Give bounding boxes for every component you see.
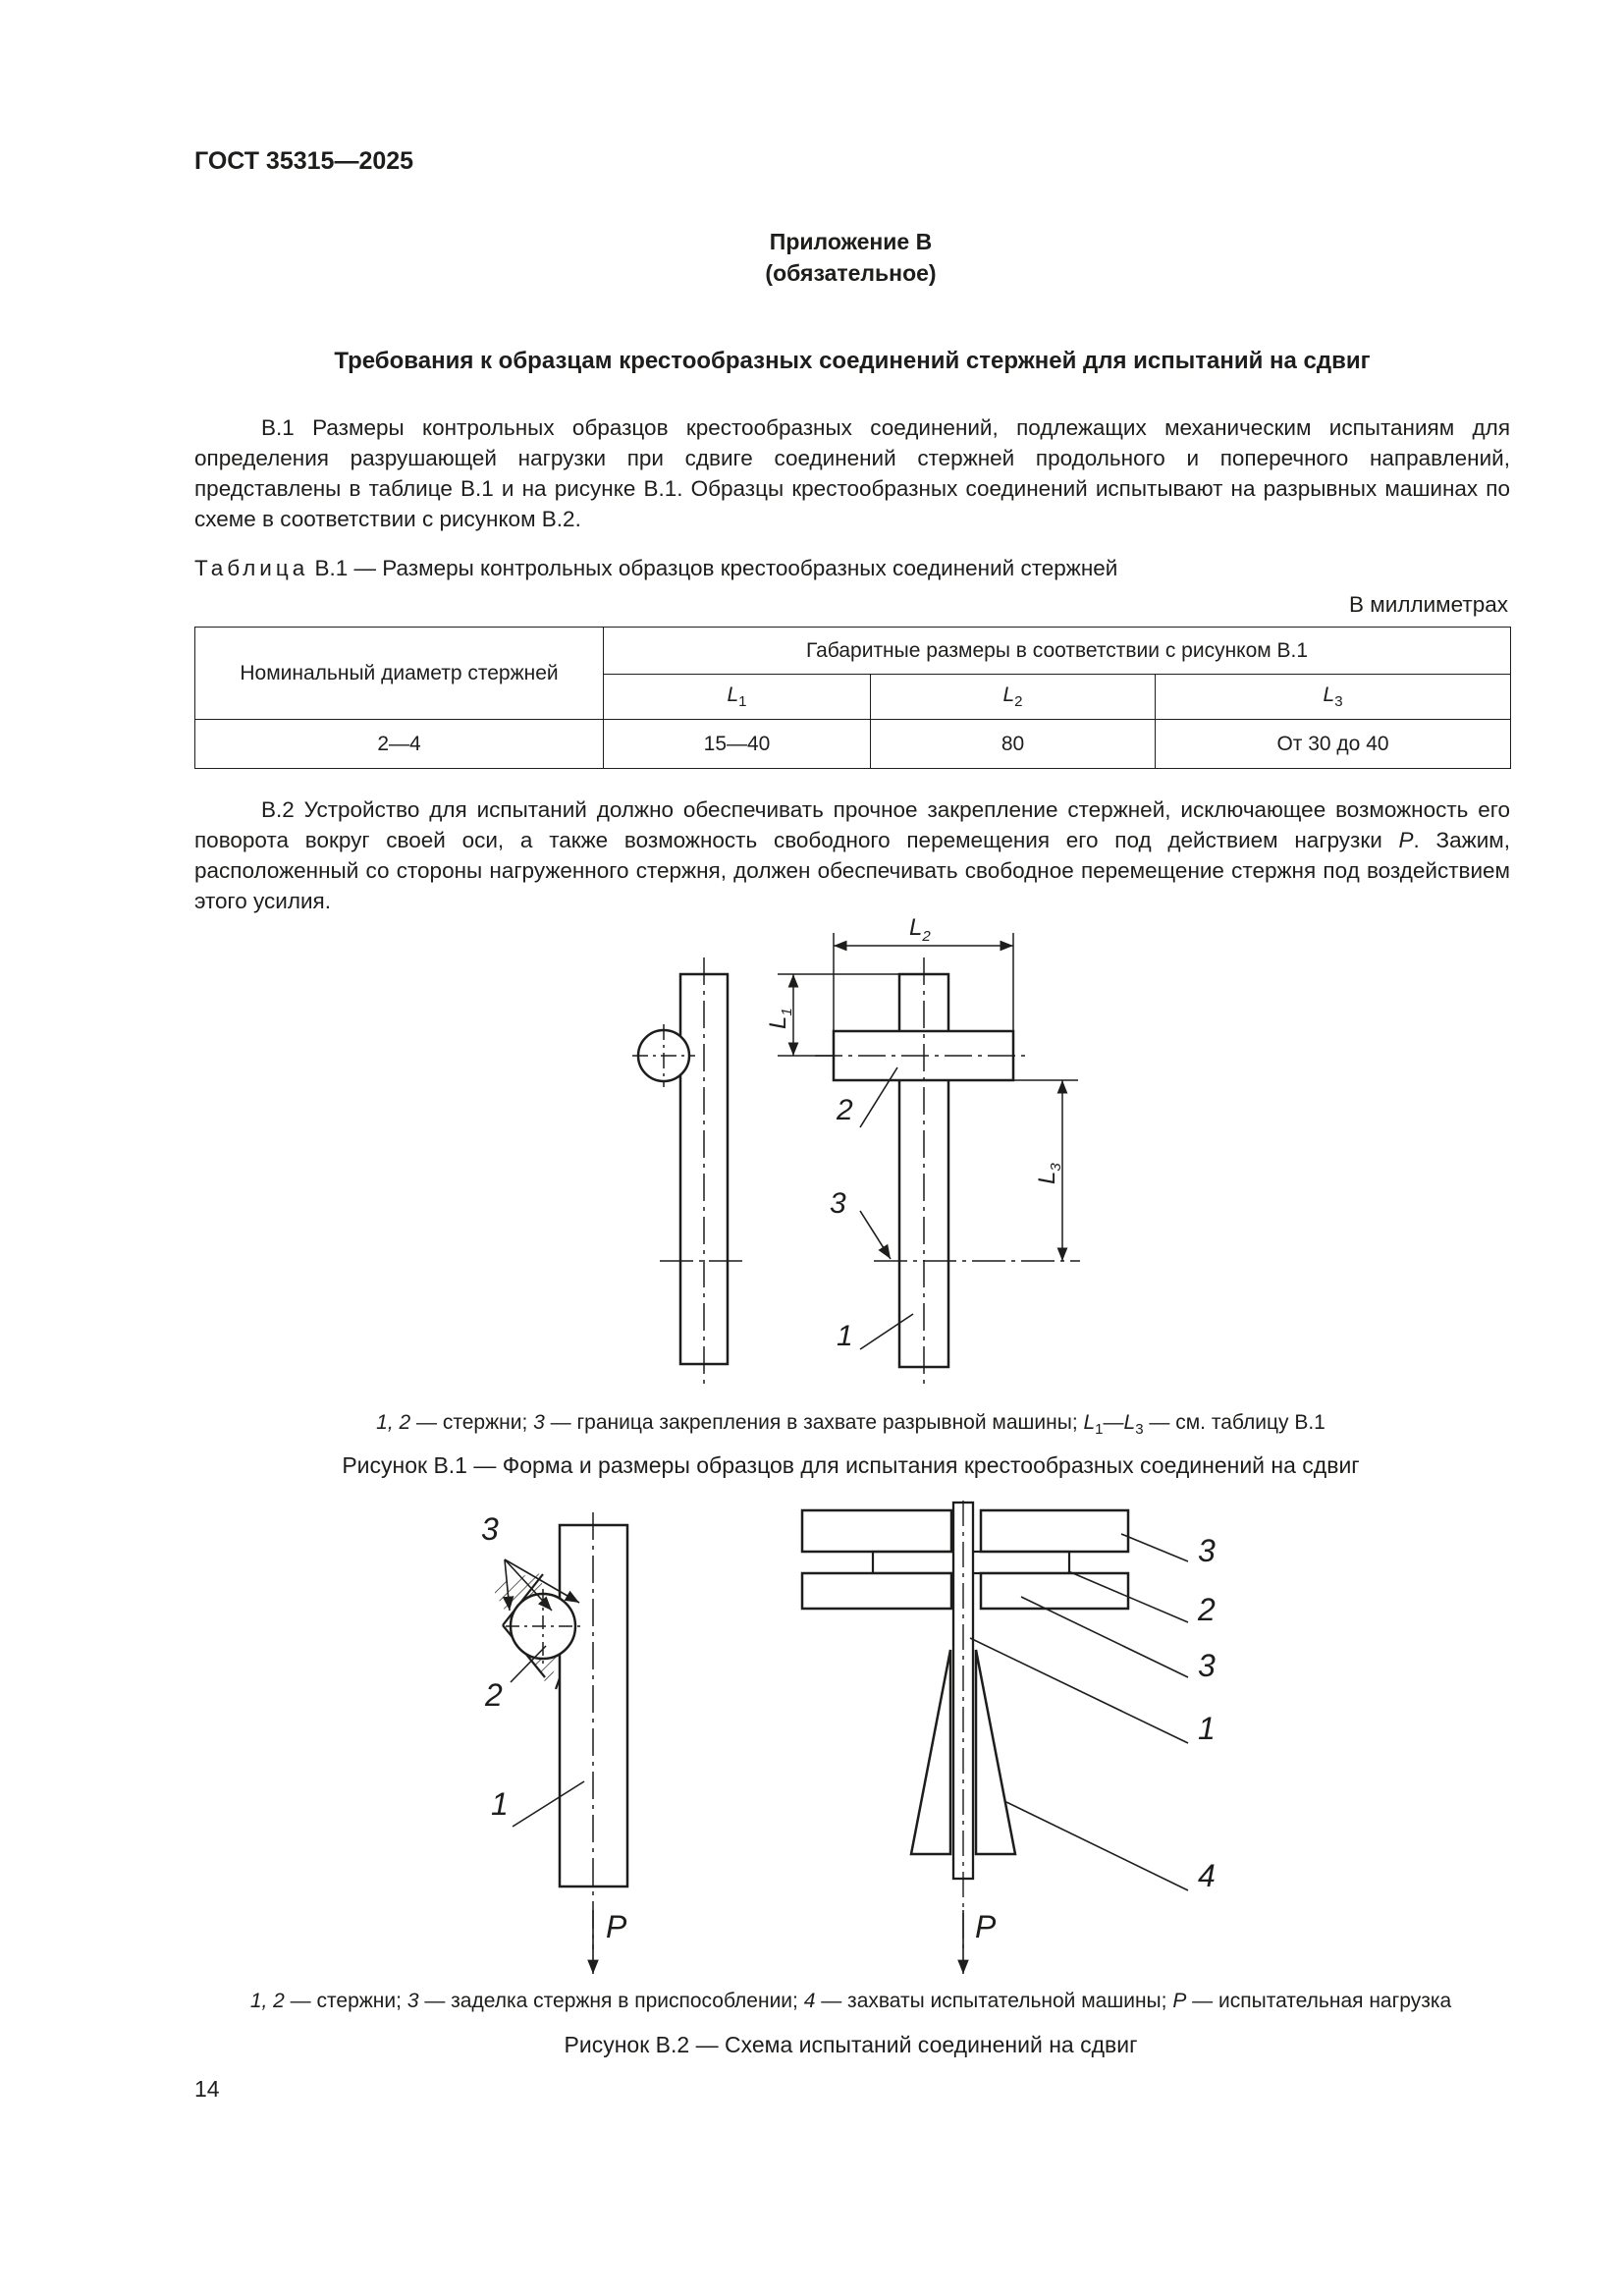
- fig1-leader-3: [860, 1211, 891, 1259]
- appendix-heading: Требования к образцам крестообразных соединений стержней для испытаний на сдвиг: [334, 348, 1371, 374]
- appendix-status: (обязательное): [765, 260, 937, 286]
- table-header-l3: $L_3$: [1156, 675, 1511, 720]
- fig2-left-label-2: 2: [485, 1677, 503, 1713]
- fig1-label-l2: $L_2$: [909, 914, 931, 945]
- fig2-plate-top-left: [802, 1510, 951, 1552]
- paragraph-b2: В.2 Устройство для испытаний должно обеспечивать прочное закрепление стержней, исключающее возможность его поворота вокруг своей оси, а также возможность свободного перемещения его под действием нагрузки P. Зажим, расположенный со стороны нагруженного стержня, должен обеспечивать свободное перемещение стержня под воздействием этого усилия.: [194, 797, 1510, 913]
- fig2-plate-bottom-right: [981, 1573, 1128, 1609]
- fig2-right-label-2: 2: [1198, 1592, 1216, 1627]
- fig2-grip-right: [976, 1650, 1015, 1854]
- fig2-grip-left: [911, 1650, 950, 1854]
- figure-b2-left: [491, 1512, 627, 1974]
- fig2-leader-4: [1006, 1802, 1188, 1890]
- fig1-label-2: 2: [837, 1094, 853, 1126]
- table-units: В миллиметрах: [1349, 592, 1508, 617]
- fig2-leader-3-top: [1121, 1534, 1188, 1561]
- figure-b1-legend: 1, 2 — стержни; 3 — граница закрепления в захвате разрывной машины; $L_1—L_3$ — см. таблицу В.1: [376, 1411, 1325, 1438]
- paragraph-b1: В.1 Размеры контрольных образцов крестообразных соединений, подлежащих механическим испытаниям для определения разрушающей нагрузки при сдвиге соединений стержней продольного и поперечного направлений, представлены в таблице В.1 и на рисунке В.1. Образцы крестообразных соединений испытывают на разрывных машинах по схеме в соответствии с рисунком В.2.: [194, 415, 1510, 531]
- table-cell-l1: 15—40: [604, 720, 871, 769]
- fig2-plate-top-right: [981, 1510, 1128, 1552]
- table-cell-l3: От 30 до 40: [1156, 720, 1511, 769]
- figure-b2-right: [802, 1501, 1188, 1974]
- fig2-right-label-3-bottom: 3: [1198, 1648, 1216, 1683]
- fig1-label-l3: $L_3$: [1034, 1163, 1064, 1184]
- fig2-left-label-1: 1: [491, 1786, 509, 1822]
- fig2-right-label-4: 4: [1198, 1858, 1216, 1893]
- table-caption-word: Таблица: [194, 556, 309, 580]
- fig1-leader-1: [860, 1314, 913, 1349]
- table-cell-diameter: 2—4: [195, 720, 604, 769]
- table-header-overall-dims: Габаритные размеры в соответствии с рисунком В.1: [604, 628, 1511, 675]
- fig2-right-label-3-top: 3: [1198, 1533, 1216, 1568]
- fig2-right-load-label: P: [975, 1909, 997, 1944]
- fig1-label-1: 1: [837, 1320, 853, 1352]
- document-code: ГОСТ 35315—2025: [194, 147, 414, 175]
- figure-b2-legend: 1, 2 — стержни; 3 — заделка стержня в приспособлении; 4 — захваты испытательной машины; P — испытательная нагрузка: [249, 1990, 1452, 2012]
- figure-b1-labels: [765, 914, 1064, 1352]
- fig2-right-label-1: 1: [1198, 1711, 1216, 1746]
- table-header-l2: $L_2$: [871, 675, 1156, 720]
- table-cell-l2: 80: [871, 720, 1156, 769]
- fig1-label-l1: $L_1$: [765, 1008, 795, 1029]
- fig2-left-label-3: 3: [481, 1511, 499, 1547]
- fig1-label-3: 3: [830, 1187, 846, 1220]
- figure-b1: [632, 933, 1080, 1387]
- fig2-plate-bottom-left: [802, 1573, 951, 1609]
- load-symbol: P: [1398, 828, 1414, 852]
- page-number: 14: [194, 2076, 220, 2102]
- table-caption-text: В.1 — Размеры контрольных образцов крестообразных соединений стержней: [314, 556, 1118, 580]
- figure-b1-caption: Рисунок В.1 — Форма и размеры образцов для испытания крестообразных соединений на сдвиг: [342, 1452, 1360, 1478]
- table-header-diameter: Номинальный диаметр стержней: [195, 628, 604, 720]
- table-header-l1: $L_1$: [604, 675, 871, 720]
- figure-b2-caption: Рисунок В.2 — Схема испытаний соединений на сдвиг: [564, 2032, 1138, 2057]
- fig2-leader-1-right: [970, 1638, 1188, 1743]
- fig2-left-load-label: P: [606, 1909, 627, 1944]
- appendix-title: Приложение В: [769, 229, 933, 254]
